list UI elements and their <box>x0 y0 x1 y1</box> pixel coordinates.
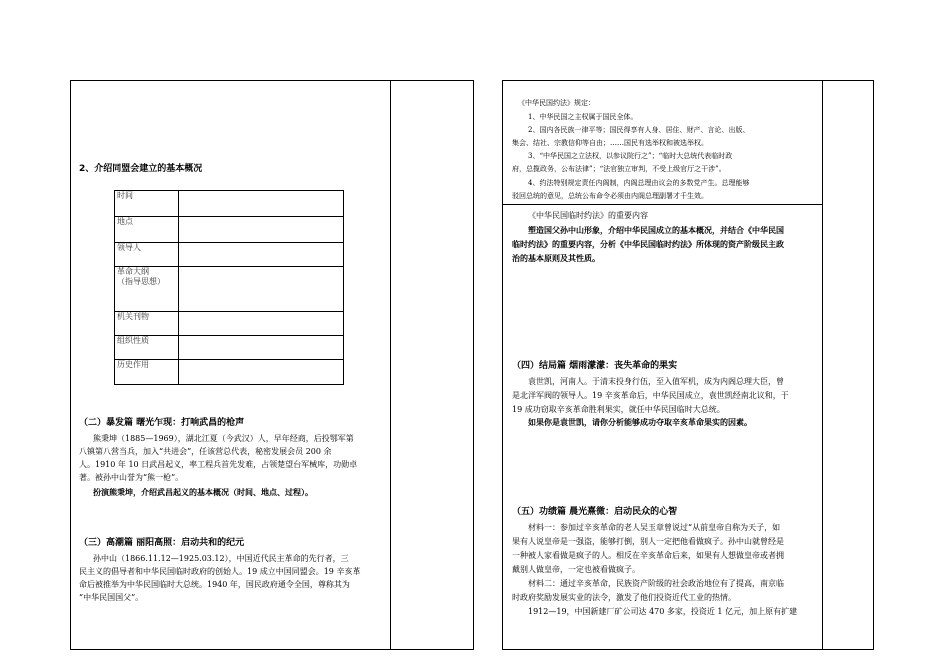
table-cell-leader[interactable] <box>179 243 344 267</box>
table-label-program-line2: （指导思想） <box>117 277 165 286</box>
law-line-1: 1、中华民国之主权属于国民全体。 <box>528 113 638 121</box>
section-five-line-2: 果有人说皇帝是一强盗，能够打倒，别人一定把他看做疯子。孙中山就曾经是 <box>512 537 784 546</box>
law-line-4: 3、“中华民国之立法权，以参议院行之”；“临时大总统代表临时政 <box>528 152 733 160</box>
alliance-info-table <box>114 190 344 385</box>
law-line-3: 集会、结社、宗教信仰等自由；……国民有选举权和被选举权。 <box>512 139 708 147</box>
section-four-line-3: 19 成功窃取辛亥革命胜利果实，就任中华民国临时大总统。 <box>512 405 725 414</box>
section-four-line-2: 是北洋军阀的领导人。19 辛亥革命后，中华民国成立，袁世凯经南北议和，于 <box>512 391 789 400</box>
table-label-program <box>115 267 179 312</box>
table-cell-journal[interactable] <box>179 312 344 336</box>
task1-line-3: 治的基本原则及其性质。 <box>512 254 600 263</box>
table-label-time: 时间 <box>115 191 179 217</box>
section-two-line-1: 熊秉坤（1885—1969），湖北江夏（今武汉）人，早年经商，后投鄂军第 <box>93 434 354 443</box>
table-label-place: 地点 <box>115 217 179 243</box>
section-three-line-4: “中华民国国父”。 <box>79 593 144 602</box>
section-two-line-3: 人。1910 年 10 日武昌起义，率工程兵首先发难，占领楚望台军械库，功勋卓 <box>79 460 358 469</box>
table-cell-time[interactable] <box>179 191 344 217</box>
law-line-2: 2、国内各民族一律平等；国民得享有人身、居住、财产、言论、出版、 <box>528 126 750 134</box>
section-four-task: 如果你是袁世凯，请你分析能够成功夺取辛亥革命果实的因素。 <box>528 418 752 427</box>
section-three-line-2: 民主义的倡导者和中华民国临时政府的创始人。19 成立中国同盟会。19 辛亥革 <box>79 567 361 576</box>
section-three-title: （三）高潮篇 丽阳高照：启动共和的纪元 <box>79 538 245 548</box>
section2-title: 2、介绍同盟会建立的基本概况 <box>79 164 203 174</box>
section-three-line-1: 孙中山（1866.11.12—1925.03.12），中国近代民主革命的先行者，三 <box>93 554 349 563</box>
section-two-title: （二）暴发篇 曙光乍现：打响武昌的枪声 <box>79 418 245 428</box>
section-four-line-1: 袁世凯，河南人。于清末投身行伍，至入值军机，成为内阁总理大臣，曾 <box>528 377 784 386</box>
table-label-leader: 领导人 <box>115 243 179 267</box>
right-page-divider <box>822 80 823 650</box>
section-four-title: （四）结局篇 烟雨濛濛：丧失革命的果实 <box>512 361 678 371</box>
table-cell-program[interactable] <box>179 267 344 312</box>
law-box-bottom <box>502 204 822 205</box>
section-five-line-6: 时政府奖励发展实业的法令，激发了他们投资近代工业的热情。 <box>512 593 736 602</box>
table-label-program-line1: 革命大纲 <box>117 267 149 276</box>
section-five-line-5: 材料二：通过辛亥革命，民族资产阶级的社会政治地位有了提高，南京临 <box>528 579 784 588</box>
law-caption: 《中华民国临时约法》的重要内容 <box>528 211 648 220</box>
task1-line-2: 临时约法》的重要内容，分析《中华民国临时约法》所体现的资产阶级民主政 <box>512 240 784 249</box>
section-five-line-4: 戴别人做皇帝，一定也被看做疯子。 <box>512 565 640 574</box>
section-two-task: 扮演熊秉坤，介绍武昌起义的基本概况（时间、地点、过程）。 <box>93 488 313 497</box>
left-page-divider <box>390 80 391 650</box>
section-five-line-1: 材料一：参加过辛亥革命的老人吴玉章曾说过“从前皇帝自称为天子，如 <box>528 523 781 532</box>
table-label-nature: 组织性质 <box>115 336 179 360</box>
law-line-5: 府，总揽政务，公布法律”；“法官独立审判，不受上级官厅之干涉”。 <box>512 165 726 173</box>
section-five-title: （五）功绩篇 晨光熹微：启动民众的心智 <box>512 507 678 517</box>
task1-line-1: 塑造国父孙中山形象，介绍中华民国成立的基本概况，并结合《中华民国 <box>528 226 784 235</box>
section-two-line-2: 八镇第八营当兵，加入“共进会”，任该营总代表，秘密发展会员 200 余 <box>79 447 332 456</box>
law-title: 《中华民国约法》规定： <box>518 99 595 107</box>
section-two-line-4: 著。被孙中山誉为“熊一枪”。 <box>79 473 184 482</box>
table-label-journal: 机关刊物 <box>115 312 179 336</box>
section-five-line-7: 1912—19，中国新建厂矿公司达 470 多家，投资近 1 亿元，加上原有扩建 <box>528 607 798 616</box>
law-line-7: 驳回总统的意见，总统公布命令必须由内阁总理副署才千生效。 <box>512 192 708 200</box>
law-line-6: 4、约法特别规定责任内阁制，内阁总理由议会的多数党产生。总理能够 <box>528 179 750 187</box>
table-label-role: 历史作用 <box>115 360 179 385</box>
table-cell-nature[interactable] <box>179 336 344 360</box>
table-cell-place[interactable] <box>179 217 344 243</box>
section-five-line-3: 一种被人家看做是疯子的人。相反在辛亥革命后来，如果有人想做皇帝或者拥 <box>512 551 784 560</box>
table-cell-role[interactable] <box>179 360 344 385</box>
section-three-line-3: 命后被推举为中华民国临时大总统。1940 年，国民政府通令全国，尊称其为 <box>79 580 350 589</box>
